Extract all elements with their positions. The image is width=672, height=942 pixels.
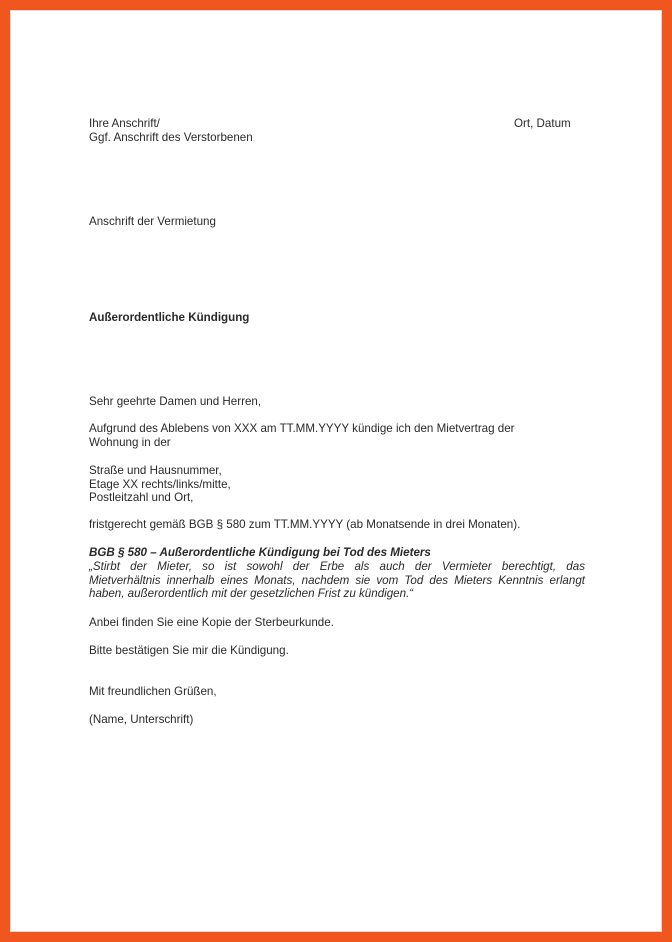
deadline-statement: fristgerecht gemäß BGB § 580 zum TT.MM.YYYY (ab Monatsende in drei Monaten). [89,518,521,531]
law-quote-line3: haben, außerordentlich mit der gesetzlichen Frist zu kündigen.“ [89,587,414,600]
law-quote-line1: „Stirbt der Mieter, so ist sowohl der Erbe als auch der Vermieter berechtigt, das [89,560,585,573]
apartment-address-line1: Straße und Hausnummer, [89,464,222,477]
sender-address-line1: Ihre Anschrift/ [89,117,160,130]
closing: Mit freundlichen Grüßen, [89,685,217,698]
subject-line: Außerordentliche Kündigung [89,311,250,324]
salutation: Sehr geehrte Damen und Herren, [89,395,262,408]
enclosure-note: Anbei finden Sie eine Kopie der Sterbeurkunde. [89,616,334,629]
law-quote-line2: Mietverhältnis innerhalb eines Monats, nachdem sie vom Tod des Mieters Kenntnis erlangt [89,573,585,587]
body-paragraph-line1: Aufgrund des Ablebens von XXX am TT.MM.YYYY kündige ich den Mietvertrag der [89,422,515,435]
sender-address-line2: Ggf. Anschrift des Verstorbenen [89,131,253,144]
apartment-address-line2: Etage XX rechts/links/mitte, [89,478,231,491]
law-heading: BGB § 580 – Außerordentliche Kündigung bei Tod des Mieters [89,546,431,559]
place-date: Ort, Datum [514,117,571,130]
signature-placeholder: (Name, Unterschrift) [89,713,194,726]
body-paragraph-line2: Wohnung in der [89,436,171,449]
apartment-address-line3: Postleitzahl und Ort, [89,491,194,504]
law-quote [89,560,585,601]
recipient-address: Anschrift der Vermietung [89,215,216,228]
confirmation-request: Bitte bestätigen Sie mir die Kündigung. [89,644,289,657]
